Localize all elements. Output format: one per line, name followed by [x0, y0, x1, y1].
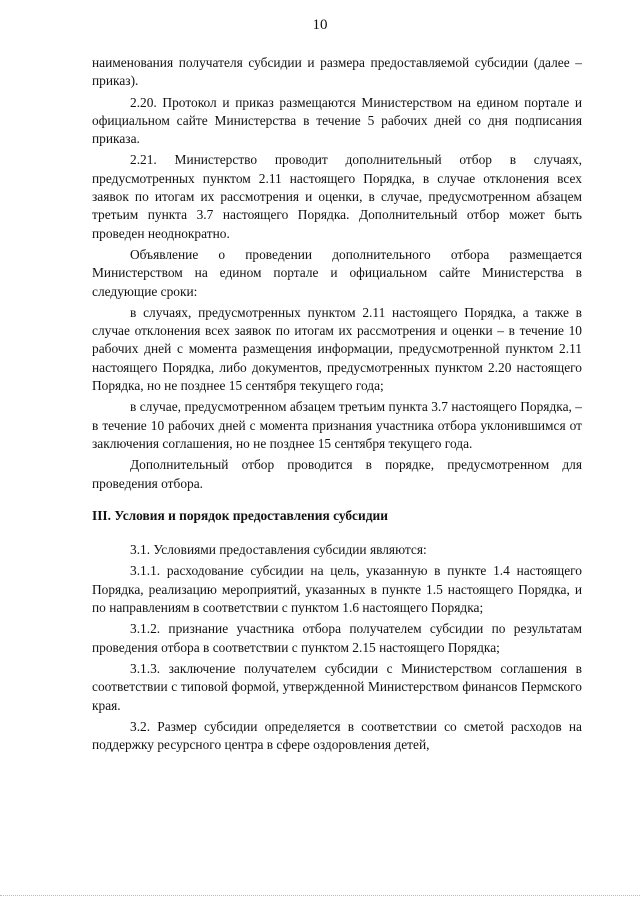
paragraph-case-2-11: в случаях, предусмотренных пунктом 2.11 настоящего Порядка, а также в случае отклонения всех заявок по итогам их рассмотрения и оценки – в течение 10 рабочих дней с момента размещения информации, предусмотренной пунктом 2.11 настоящего Порядка, либо документов, предусмотренных пунктом 2.20 настоящего Порядка, но не позднее 15 сентября текущего года; [92, 304, 582, 394]
paragraph-case-3-7: в случае, предусмотренном абзацем третьим пункта 3.7 настоящего Порядка, – в течение 10 рабочих дней с момента признания участника отбора уклонившимся от заключения соглашения, но не позднее 15 сентября текущего года. [92, 399, 582, 451]
paragraph-2-20: 2.20. Протокол и приказ размещаются Министерством на едином портале и официальном сайте Министерства в течение 5 рабочих дней со дня подписания приказа. [92, 94, 582, 147]
paragraph-announcement: Объявление о проведении дополнительного отбора размещается Министерством на едином портале и официальном сайте Министерства в следующие сроки: [92, 246, 582, 299]
paragraph-3-1: 3.1. Условиями предоставления субсидии являются: [130, 542, 427, 558]
paragraph-2-21: 2.21. Министерство проводит дополнительный отбор в случаях, предусмотренных пунктом 2.11 настоящего Порядка, в случае отклонения всех заявок по итогам их рассмотрения и оценки, в случае, предусмотренном абзацем третьим пункта 3.7 настоящего Порядка. Дополнительный отбор может быть проведен неоднократно. [92, 152, 582, 241]
paragraph-continuation: наименования получателя субсидии и размера предоставляемой субсидии (далее – приказ). [92, 55, 582, 89]
paragraph-additional-selection: Дополнительный отбор проводится в порядке, предусмотренном для проведения отбора. [92, 457, 582, 491]
document-body [92, 54, 582, 757]
scan-edge-line [0, 895, 640, 897]
paragraph-3-2: 3.2. Размер субсидии определяется в соответствии со сметой расходов на поддержку ресурсного центра в сфере оздоровления детей, [92, 718, 582, 753]
section-title: III. Условия и порядок предоставления субсидии [92, 507, 388, 523]
paragraph-3-1-1: 3.1.1. расходование субсидии на цель, указанную в пункте 1.4 настоящего Порядка, реализацию мероприятий, указанных в пункте 1.5 настоящего Порядка, и по направлениям в соответствии с пунктом 1.6 настоящего Порядка; [92, 563, 582, 616]
paragraph-3-1-2: 3.1.2. признание участника отбора получателем субсидии по результатам проведения отбора в соответствии с пунктом 2.15 настоящего Порядка; [92, 621, 582, 655]
paragraph-3-1-3: 3.1.3. заключение получателем субсидии с Министерством соглашения в соответствии с типовой формой, утвержденной Министерством финансов Пермского края. [92, 660, 582, 713]
page-number: 10 [312, 17, 328, 33]
